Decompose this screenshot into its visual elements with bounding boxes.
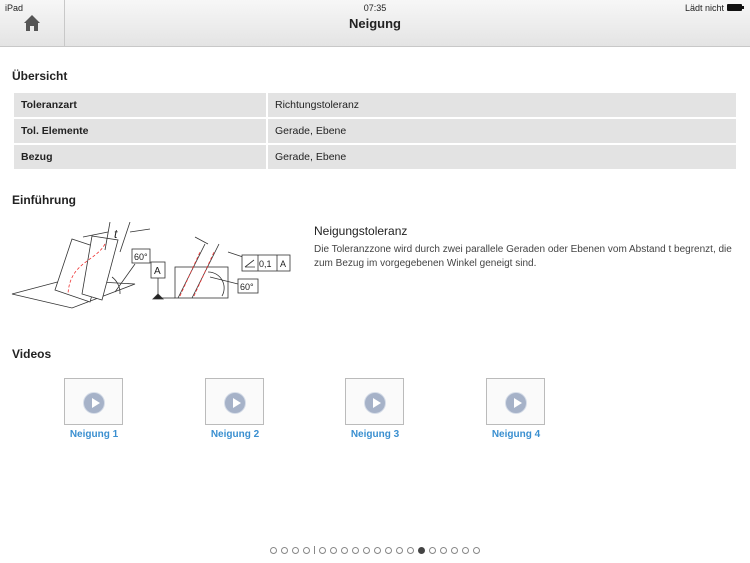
tolerance-diagram — [10, 222, 300, 312]
page-dot[interactable] — [303, 547, 310, 554]
video-item[interactable] — [486, 378, 546, 440]
page-dot[interactable] — [462, 547, 469, 554]
row-label: Tol. Elemente — [13, 118, 267, 144]
page-dot[interactable] — [281, 547, 288, 554]
video-label[interactable]: Neigung 4 — [491, 429, 541, 440]
page-dot[interactable] — [385, 547, 392, 554]
play-icon — [364, 392, 386, 414]
video-thumbnail[interactable] — [64, 378, 123, 425]
svg-text:A: A — [280, 259, 287, 269]
page-dot[interactable] — [396, 547, 403, 554]
play-icon — [224, 392, 246, 414]
overview-heading: Übersicht — [12, 69, 68, 83]
row-value: Richtungstoleranz — [267, 92, 737, 118]
battery-icon — [727, 4, 742, 11]
page-dot[interactable] — [451, 547, 458, 554]
play-icon — [83, 392, 105, 414]
video-thumbnail[interactable] — [345, 378, 404, 425]
overview-table — [12, 91, 738, 171]
intro-heading: Einführung — [12, 193, 76, 207]
page-dot[interactable] — [429, 547, 436, 554]
intro-text: Die Toleranzzone wird durch zwei parallele Geraden oder Ebenen vom Abstand t begrenzt, die zum Bezug im vorgegebenen Winkel geneigt sind. — [314, 244, 732, 269]
table-row — [13, 92, 737, 118]
video-thumbnail[interactable] — [205, 378, 264, 425]
page-dot[interactable] — [292, 547, 299, 554]
video-item[interactable] — [64, 378, 124, 440]
nav-bar — [0, 0, 750, 47]
video-item[interactable] — [345, 378, 405, 440]
page-separator — [314, 546, 315, 554]
page-dot[interactable] — [440, 547, 447, 554]
page-dot[interactable] — [418, 547, 425, 554]
page-dot[interactable] — [270, 547, 277, 554]
page-dot[interactable] — [407, 547, 414, 554]
row-label: Toleranzart — [13, 92, 267, 118]
svg-text:0,1: 0,1 — [259, 259, 272, 269]
video-label[interactable]: Neigung 2 — [210, 429, 260, 440]
videos-heading: Videos — [12, 347, 52, 361]
video-item[interactable] — [205, 378, 265, 440]
row-label: Bezug — [13, 144, 267, 170]
video-label[interactable]: Neigung 3 — [350, 429, 400, 440]
play-icon — [505, 392, 527, 414]
video-thumbnail[interactable] — [486, 378, 545, 425]
svg-text:t: t — [114, 227, 118, 241]
page-dot[interactable] — [319, 547, 326, 554]
page-dot[interactable] — [363, 547, 370, 554]
charging-status: Lädt nicht — [684, 3, 724, 13]
svg-text:A: A — [154, 266, 161, 277]
page-dot[interactable] — [341, 547, 348, 554]
row-value: Gerade, Ebene — [267, 144, 737, 170]
intro-title: Neigungstoleranz — [314, 224, 408, 238]
page-dot[interactable] — [330, 547, 337, 554]
table-row — [13, 118, 737, 144]
device-label: iPad — [5, 3, 24, 13]
clock: 07:35 — [363, 3, 387, 13]
page-dot[interactable] — [374, 547, 381, 554]
svg-text:60°: 60° — [134, 252, 148, 262]
row-value: Gerade, Ebene — [267, 118, 737, 144]
page-title: Neigung — [349, 16, 401, 31]
page-indicator[interactable] — [0, 546, 750, 554]
svg-text:60°: 60° — [240, 282, 254, 292]
video-label[interactable]: Neigung 1 — [69, 429, 119, 440]
page-dot[interactable] — [473, 547, 480, 554]
page-dot[interactable] — [352, 547, 359, 554]
table-row — [13, 144, 737, 170]
